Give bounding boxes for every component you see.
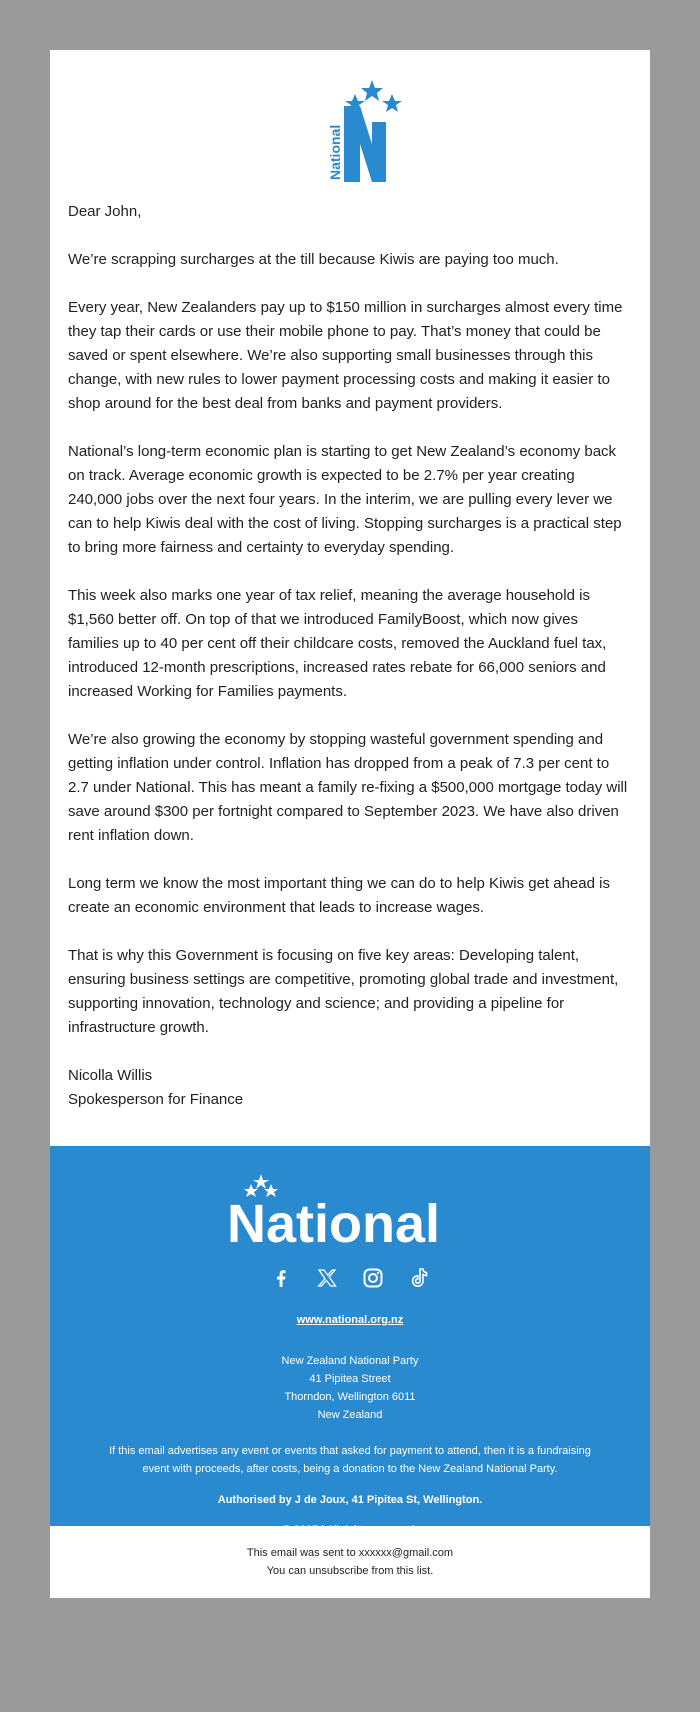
paragraph: We’re scrapping surcharges at the till because Kiwis are paying too much. <box>68 251 559 268</box>
sent-to-notice: This email was sent to xxxxxx@gmail.com <box>246 1547 454 1559</box>
letter-body <box>50 200 650 1112</box>
address-line: New Zealand National Party <box>281 1355 419 1367</box>
copyright: © 2025 | All rights reserved. <box>282 1524 418 1536</box>
x-icon[interactable] <box>315 1266 339 1290</box>
national-logo-text: National <box>327 124 343 180</box>
instagram-icon[interactable] <box>361 1266 385 1290</box>
address-line: New Zealand <box>317 1409 383 1421</box>
email-card <box>50 50 650 1598</box>
national-wordmark-logo <box>225 1172 475 1250</box>
fundraising-disclaimer: If this email advertises any event or events that asked for payment to attend, then it is a fundraising event with proceeds, after costs, being a donation to the New Zealand National Party. <box>109 1445 591 1475</box>
national-wordmark-text: National <box>227 1194 441 1250</box>
paragraph: This week also marks one year of tax relief, meaning the average household is $1,560 better off. On top of that we introduced FamilyBoost, which now gives families up to 40 per cent off their childcare costs, removed the Auckland fuel tax, introduced 12-month prescriptions, increased rates rebate for 66,000 seniors and increased Working for Families payments. <box>68 587 607 700</box>
paragraph: Long term we know the most important thing we can do to help Kiwis get ahead is create an economic environment that leads to increase wages. <box>68 875 610 916</box>
address-line: Thorndon, Wellington 6011 <box>284 1391 416 1403</box>
national-logo-icon <box>300 72 410 182</box>
paragraph: Every year, New Zealanders pay up to $150 million in surcharges almost every time they tap their cards or use their mobile phone to pay. That’s money that could be saved or spent elsewhere. We’re also supporting small businesses through this change, with new rules to lower payment processing costs and making it easier to shop around for the best deal from banks and payment providers. <box>68 299 623 412</box>
email-bottom-notice <box>50 1526 650 1598</box>
email-footer <box>50 1146 650 1536</box>
website-link[interactable]: www.national.org.nz <box>296 1314 404 1326</box>
email-header <box>50 50 650 200</box>
authorisation-statement: Authorised by J de Joux, 41 Pipitea St, Wellington. <box>217 1494 483 1506</box>
address-line: 41 Pipitea Street <box>309 1373 391 1385</box>
signature-name: Nicolla Willis <box>68 1067 153 1084</box>
signature-title: Spokesperson for Finance <box>68 1091 244 1108</box>
paragraph: That is why this Government is focusing on five key areas: Developing talent, ensuring business settings are competitive, promoting global trade and investment, supporting innovation, technology and science; and providing a pipeline for infrastructure growth. <box>68 947 619 1036</box>
greeting: Dear John, <box>68 203 142 220</box>
facebook-icon[interactable] <box>269 1266 293 1290</box>
social-links <box>70 1266 630 1290</box>
paragraph: We’re also growing the economy by stopping wasteful government spending and getting inflation under control. Inflation has dropped from a peak of 7.3 per cent to 2.7 under National. This has meant a family re-fixing a $500,000 mortgage today will save around $300 per fortnight compared to September 2023. We have also driven rent inflation down. <box>68 731 628 844</box>
unsubscribe-notice[interactable]: You can unsubscribe from this list. <box>266 1565 434 1577</box>
postal-address <box>70 1352 630 1424</box>
paragraph: National’s long-term economic plan is starting to get New Zealand’s economy back on track. Average economic growth is expected to be 2.7% per year creating 240,000 jobs over the next four years. In the interim, we are pulling every lever we can to help Kiwis deal with the cost of living. Stopping surcharges is a practical step to bring more fairness and certainty to everyday spending. <box>68 443 622 556</box>
tiktok-icon[interactable] <box>407 1266 431 1290</box>
